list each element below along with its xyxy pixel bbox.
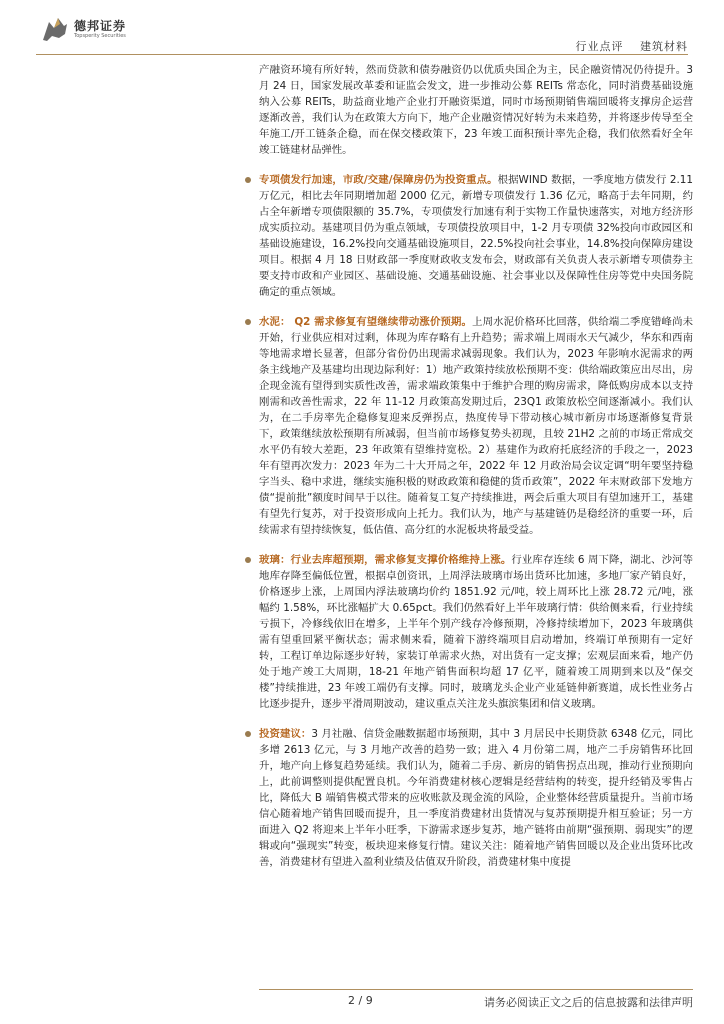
company-name-cn: 德邦证券 bbox=[74, 18, 127, 33]
section-lead: 玻璃：行业去库超预期，需求修复支撑价格维持上涨。 bbox=[259, 554, 512, 566]
industry-name: 建筑材料 bbox=[640, 40, 688, 53]
company-logo bbox=[40, 14, 126, 44]
bullet-icon bbox=[245, 557, 251, 563]
company-name-en: Topsperity Securities bbox=[74, 32, 126, 39]
section-special-bonds bbox=[259, 172, 693, 300]
bullet-icon bbox=[245, 319, 251, 325]
footer-disclaimer: 请务必阅读正文之后的信息披露和法律声明 bbox=[484, 996, 693, 1009]
intro-paragraph: 产融资环境有所好转，然而贷款和债券融资仍以优质央国企为主，民企融资情况仍待提升。3 月 24 日，国家发展改革委和证监会发文，进一步推动公募 REITs 常态化，同时消费基础设施纳入公募 REITs，助益商业地产企业打开融资渠道，同时市场预期销售端回暖将支撑房企运营逐渐改善，我们认为在政策大方向下，地产企业融资情况好转为未来趋势，并将逐步传导至全年施工/开工链条企稳，而在保交楼政策下，23 年竣工面积预计率先企稳，我们依然看好全年竣工链建材品弹性。 bbox=[259, 64, 693, 156]
report-type: 行业点评 bbox=[575, 40, 624, 53]
bullet-icon bbox=[245, 731, 251, 737]
page-number: 2 / 9 bbox=[348, 994, 373, 1007]
section-lead: 专项债发行加速，市政/交建/保障房仍为投资重点。 bbox=[259, 174, 498, 186]
header-divider bbox=[36, 54, 688, 55]
section-cement bbox=[259, 314, 693, 538]
topsperity-logo-icon bbox=[40, 14, 70, 44]
section-lead: 投资建议： bbox=[259, 728, 312, 740]
report-category bbox=[576, 38, 689, 54]
section-glass bbox=[259, 552, 693, 712]
section-investment-advice bbox=[259, 726, 693, 870]
footer-divider bbox=[259, 989, 693, 990]
section-body: 上周水泥价格环比回落，供给端二季度错峰尚未开始，行业供应相对过剩，体现为库存略有上升趋势；需求端上周雨水天气减少，华东和西南等地需求增长显著，但部分省份仍出现需求减弱现象。我们认为，2023 年影响水泥需求的两条主线地产及基建均出现边际利好：1）地产政策持续放松预期不变：供给端政策应出尽出，房企现金流有望得到实质性改善，需求端政策集中于维护合理的购房需求，降低购房成本以支持刚需和改善性需求，22 年 11-12 月政策高发期过后，23Q1 政策放松空间逐渐减小。我们认为，在二手房率先企稳修复迎来反弹拐点，热度传导下带动核心城市新房市场逐渐修复背景下，政策继续放松预期有所减弱，但当前市场修复势头初现，且较 21H2 之前的市场正常成交水平仍有较大差距，23 年政策有望维持宽松。2）基建作为政府托底经济的手段之一，2023 年有望再次发力：2023 年为二十大开局之年，2022 年 12 月政治局会议定调“明年要坚持稳字当头、稳中求进，继续实施积极的财政政策和稳健的货币政策”，2022 年末财政部下发地方债“提前批”额度时间早于以往。随着复工复产持续推进，两会后重大项目有望加速开工，基建有望先行复苏，对于投资形成向上托力。我们认为，地产与基建链仍是稳经济的重要一环，后续需求有望持续恢复，低估值、高分红的水泥板块将最受益。 bbox=[259, 316, 693, 536]
bullet-icon bbox=[245, 177, 251, 183]
section-body: 3 月社融、信贷金融数据超市场预期，其中 3 月居民中长期贷款 6348 亿元，同比多增 2613 亿元，与 3 月地产改善的趋势一致；进入 4 月份第二周，地产二手房销售环比回升，地产向上修复趋势延续。我们认为，随着二手房、新房的销售拐点出现，推动行业预期向上，此前调整则提供配置良机。今年消费建材核心逻辑是经营结构的转变，提升经销及零售占比，降低大 B 端销售模式带来的应收账款及现金流的风险，企业整体经营质量提升。当前市场信心随着地产销售回暖而提升，且一季度消费建材出货情况与复苏预期提升相互验证；另一方面进入 Q2 将迎来上半年小旺季，下游需求逐步复苏，地产链将由前期“强预期、弱现实”的逻辑或向“强现实”转变，板块迎来修复行情。建议关注：随着地产销售回暖以及企业出货环比改善，消费建材有望进入盈利业绩及估值双升阶段，消费建材集中度提 bbox=[259, 728, 693, 868]
page-header bbox=[36, 14, 688, 58]
report-body bbox=[259, 62, 693, 870]
section-body: 行业库存连续 6 周下降，湖北、沙河等地库存降至偏低位置，根据卓创资讯，上周浮法玻璃市场出货环比加速，多地厂家产销良好，价格逐步上涨，上周国内浮法玻璃均价约 1851.92 元/吨，较上周环比上涨 28.72 元/吨，涨幅约 1.58%，环比涨幅扩大 0.65pct。我们仍然看好上半年玻璃行情：供给侧来看，行业持续亏损下，冷修线依旧在增多，上半年个别产线存冷修预期，冷修持续增加下，2023 年玻璃供需有望重回紧平衡状态；需求侧来看，随着下游终端项目启动增加，终端订单预期有一定好转，工程订单边际逐步好转，家装订单需求火热，对出货有一定支撑；宏观层面来看，地产仍处于地产竣工大周期，18-21 年地产销售面积均超 17 亿平，随着竣工周期到来以及“保交楼”持续推进，23 年竣工端仍有支撑。同时，玻璃龙头企业产业延链伸新赛道，成长性业务占比逐步提升，逐步平滑周期波动，建议重点关注龙头旗滨集团和信义玻璃。 bbox=[259, 554, 693, 710]
section-body: 根据WIND 数据，一季度地方债发行 2.11 万亿元，相比去年同期增加超 2000 亿元，新增专项债发行 1.36 亿元，略高于去年同期，约占全年新增专项债限额的 35.7%，专项债发行加速有利于实物工作量快速落实，对地方经济形成实质拉动。基建项目仍为重点领域，专项债投放项目中，1-2 月专项债 32%投向市政园区和基础设施建设，16.2%投向交通基础设施项目，22.5%投向社会事业，14.8%投向保障房建设项目。根据 4 月 18 日财政部一季度财政收支发布会，财政部有关负责人表示新增专项债券主要支持市政和产业园区、基础设施、交通基础设施、社会事业以及保障性住房等党中央国务院确定的重点领域。 bbox=[259, 174, 693, 298]
section-lead: 水泥： Q2 需求修复有望继续带动涨价预期。 bbox=[259, 316, 473, 328]
